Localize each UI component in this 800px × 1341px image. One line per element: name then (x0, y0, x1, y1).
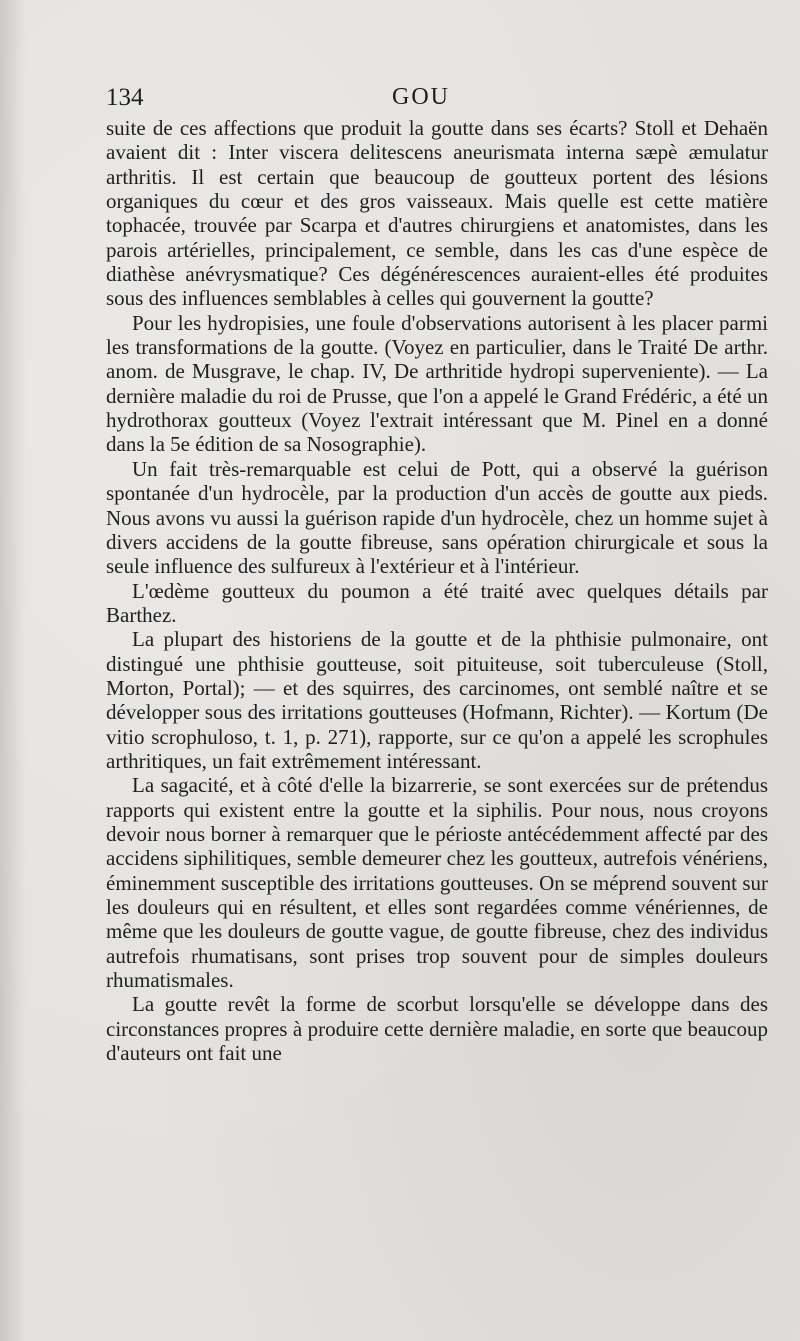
body-text (106, 116, 768, 1065)
paragraph-scorbut: La goutte revêt la forme de scorbut lorsqu'elle se développe dans des circonstances propres à produire cette dernière maladie, en sorte que beaucoup d'auteurs ont fait une (106, 992, 768, 1066)
paragraph-hydropisies: Pour les hydropisies, une foule d'observations autorisent à les placer parmi les transformations de la goutte. (Voyez en particulier, dans le Traité De arthr. anom. de Musgrave, le chap. IV, De arthritide hydropi superveniente). — La dernière maladie du roi de Prusse, que l'on a appelé le Grand Frédéric, a été un hydrothorax goutteux (Voyez l'extrait intéressant que M. Pinel en a donné dans la 5e édition de sa Nosographie). (106, 310, 768, 457)
paragraph-continued: suite de ces affections que produit la goutte dans ses écarts? Stoll et Dehaën avaient dit : Inter viscera delitescens aneurismata interna sæpè æmulatur arthritis. Il est certain que beaucoup de goutteux portent des lésions organiques du cœur et des gros vaisseaux. Mais quelle est cette matière tophacée, trouvée par Scarpa et d'autres chirurgiens et anatomistes, dans les parois artérielles, principalement, ce semble, dans les cas d'une espèce de diathèse anévrysmatique? Ces dégénérescences auraient-elles été produites sous des influences semblables à celles qui gouvernent la goutte? (106, 116, 768, 311)
paragraph-hydrocele: Un fait très-remarquable est celui de Pott, qui a observé la guérison spontanée d'un hydrocèle, par la production d'un accès de goutte aux pieds. Nous avons vu aussi la guérison rapide d'un hydrocèle, chez un homme sujet à divers accidens de la goutte fibreuse, sans opération chirurgicale et sous la seule influence des sulfureux à l'extérieur et à l'intérieur. (106, 456, 768, 579)
paragraph-phthisie: La plupart des historiens de la goutte et de la phthisie pulmonaire, ont distingué une phthisie goutteuse, soit pituiteuse, soit tuberculeuse (Stoll, Morton, Portal); — et des squirres, des carcinomes, ont semblé naître et se développer sous des irritations goutteuses (Hofmann, Richter). — Kortum (De vitio scrophuloso, t. 1, p. 271), rapporte, sur ce qu'on a appelé les scrophules arthritiques, un fait extrêmement intéressant. (106, 627, 768, 773)
page-number: 134 (106, 84, 144, 111)
paragraph-siphilis: La sagacité, et à côté d'elle la bizarrerie, se sont exercées sur de prétendus rapports qui existent entre la goutte et la siphilis. Pour nous, nous croyons devoir nous borner à remarquer que le périoste antécédemment affecté par des accidens siphilitiques, semble demeurer chez les goutteux, autrefois vénériens, éminemment susceptible des irritations goutteuses. On se méprend souvent sur les douleurs qui en résultent, et elles sont regardées comme vénériennes, de même que les douleurs de goutte vague, de goutte fibreuse, chez des individus autrefois rhumatisans, sont prises trop souvent pour de simples douleurs rhumatismales. (106, 773, 768, 993)
page-header (106, 84, 766, 114)
gutter-shadow (0, 0, 26, 1341)
running-head: GOU (392, 84, 450, 110)
paragraph-oedeme: L'œdème goutteux du poumon a été traité avec quelques détails par Barthez. (106, 578, 768, 627)
